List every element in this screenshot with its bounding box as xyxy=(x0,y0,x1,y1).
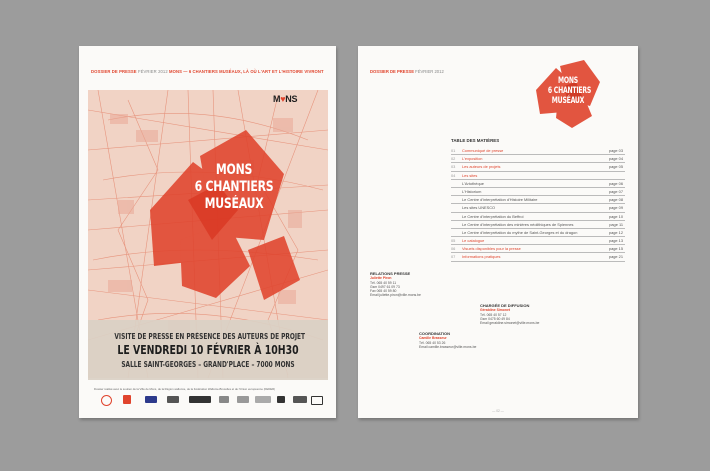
sponsor-logo-9 xyxy=(277,396,285,403)
cover-title-line-3: MUSÉAUX xyxy=(204,196,264,212)
inner-header-date: FÉVRIER 2012 xyxy=(413,69,444,74)
diffusion-contact xyxy=(480,304,539,325)
logo-line-3: MUSÉAUX xyxy=(551,96,585,106)
press-visit-location: SALLE SAINT-GEORGES – GRAND'PLACE – 7000 MONS xyxy=(121,360,295,369)
cover-title-line-2: 6 CHANTIERS xyxy=(194,179,274,195)
toc-label: Le Centre d'interprétation des minières néolithiques de Spiennes xyxy=(462,221,574,227)
coordination-title: COORDINATION xyxy=(419,331,451,336)
sponsor-logo-10 xyxy=(293,396,307,403)
toc-page: page 05 xyxy=(608,164,623,170)
toc-row xyxy=(451,253,625,261)
press-relations-contact xyxy=(370,272,421,298)
toc-number: 02 xyxy=(451,156,456,162)
sponsor-logo-5 xyxy=(189,396,211,403)
toc-page: page 03 xyxy=(608,148,623,153)
toc-label: L'Artothèque xyxy=(462,180,484,186)
cover-footnote: Dossier réalisé avec le soutien de la Ville de Mons, de la Région wallonne, de la Fédération Wallonie-Bruxelles et de l'Union européenne (FEDER) xyxy=(94,387,276,391)
toc-label: Informations pratiques xyxy=(462,254,501,260)
toc-row xyxy=(451,180,625,188)
contact-line: Tél. 065 40 57 12 xyxy=(480,312,507,317)
toc-page: page 15 xyxy=(608,246,623,252)
logo-line-1: MONS xyxy=(558,76,578,86)
contact-line: Tél. 065 40 59 11 xyxy=(370,280,397,285)
sponsor-logo-2 xyxy=(123,395,131,404)
toc-row xyxy=(451,229,625,237)
toc-row xyxy=(451,245,625,253)
toc-label: Le Centre d'interprétation d'Histoire Militaire xyxy=(462,197,538,203)
diffusion-name: Géraldine Simonet xyxy=(480,308,510,313)
toc-number: 05 xyxy=(451,238,456,244)
toc-label: Le Centre d'interprétation du mythe de Saint-Georges et du dragon xyxy=(462,229,578,235)
toc-number: 03 xyxy=(451,164,456,170)
toc-page: page 11 xyxy=(609,221,623,227)
logo-line-2: 6 CHANTIERS xyxy=(547,86,592,96)
page-number: — 02 — xyxy=(492,409,504,413)
press-visit-date: LE VENDREDI 10 FÉVRIER À 10H30 xyxy=(117,343,299,357)
toc-row xyxy=(451,204,625,212)
logo-letter-m: M xyxy=(273,94,281,104)
toc-row xyxy=(451,172,625,180)
toc-row xyxy=(451,163,625,171)
inner-page xyxy=(358,46,638,418)
sponsor-logo-7 xyxy=(237,396,249,403)
contact-line: Email geraldine.simonet@ville.mons.be xyxy=(480,321,540,326)
toc-number: 04 xyxy=(451,172,456,178)
cover-title xyxy=(179,162,289,213)
contact-line: Email camille.brasseur@ville.mons.be xyxy=(419,344,477,349)
logo-letters-ns: NS xyxy=(285,94,298,104)
coordination-contact xyxy=(419,332,476,349)
contact-line: Email juliette.piron@ville.mons.be xyxy=(370,293,421,298)
toc-page: page 21 xyxy=(608,254,623,260)
mons-logo xyxy=(273,94,297,104)
cover-header-title: MONS — 6 CHANTIERS MUSÉAUX, LÀ OÙ L'ART ET L'HISTOIRE VIVRONT xyxy=(167,69,324,74)
toc-label: Le Centre d'interprétation du Beffroi xyxy=(462,213,524,219)
press-relations-name: Juliette Piron xyxy=(370,276,392,281)
toc-page: page 08 xyxy=(608,197,623,203)
toc-page: page 06 xyxy=(608,180,623,186)
toc-title: TABLE DES MATIÈRES xyxy=(451,138,500,143)
sponsor-logo-6 xyxy=(219,396,229,403)
heart-icon: ♥ xyxy=(280,94,286,104)
toc-row xyxy=(451,188,625,196)
toc-label: Le catalogue xyxy=(462,238,485,244)
press-relations-title: RELATIONS PRESSE xyxy=(370,271,411,276)
cover-page xyxy=(79,46,336,418)
toc-row xyxy=(451,196,625,204)
toc-label: L'exposition xyxy=(462,156,483,162)
inner-header xyxy=(370,69,444,74)
contact-line: Fax 065 40 59 80 xyxy=(370,289,397,294)
toc-number: 06 xyxy=(451,246,456,252)
cover-title-line-1: MONS xyxy=(215,162,253,178)
press-visit-line: VISITE DE PRESSE EN PRÉSENCE DES AUTEURS DE PROJET xyxy=(114,332,306,341)
coordination-name: Camille Brasseur xyxy=(419,336,447,341)
toc-page: page 09 xyxy=(608,205,623,211)
contact-line: Gsm 0497 61 09 73 xyxy=(370,284,400,289)
contact-line: Tél. 065 40 53 26 xyxy=(419,340,446,345)
project-logo-text xyxy=(540,76,596,106)
press-visit-band xyxy=(88,320,328,380)
toc-page: page 07 xyxy=(608,188,623,194)
sponsor-logo-11 xyxy=(311,396,323,405)
toc-label: Visuels disponibles pour la presse xyxy=(462,246,521,252)
sponsor-logo-4 xyxy=(167,396,179,403)
toc-row xyxy=(451,237,625,245)
cover-header xyxy=(91,69,324,74)
toc-label: Les auteurs de projets xyxy=(462,164,501,170)
toc-number: 07 xyxy=(451,254,456,260)
toc-label: Communiqué de presse xyxy=(462,148,504,153)
sponsor-logo-8 xyxy=(255,396,271,403)
toc-label: Les sites xyxy=(462,172,478,178)
cover-header-bold: DOSSIER DE PRESSE xyxy=(91,69,137,74)
contact-line: Gsm 0475 60 49 84 xyxy=(480,316,510,321)
toc-row xyxy=(451,155,625,163)
toc-label: Les sites UNESCO xyxy=(462,205,496,211)
toc-page: page 04 xyxy=(608,156,623,162)
inner-header-bold: DOSSIER DE PRESSE xyxy=(370,69,414,74)
eu-flag-logo xyxy=(145,396,157,403)
toc-row xyxy=(451,147,625,155)
toc-row xyxy=(451,213,625,221)
toc-number: 01 xyxy=(451,148,456,153)
table-of-contents xyxy=(451,147,625,262)
toc-row xyxy=(451,221,625,229)
diffusion-title: CHARGÉE DE DIFFUSION xyxy=(480,303,530,308)
sponsor-logo-1 xyxy=(101,395,112,406)
toc-label: L'Historium xyxy=(462,188,482,194)
toc-page: page 13 xyxy=(608,238,623,244)
toc-page: page 12 xyxy=(608,229,623,235)
toc-page: page 10 xyxy=(608,213,623,219)
cover-header-date: FÉVRIER 2012 xyxy=(136,69,168,74)
sponsor-logos xyxy=(99,393,319,407)
